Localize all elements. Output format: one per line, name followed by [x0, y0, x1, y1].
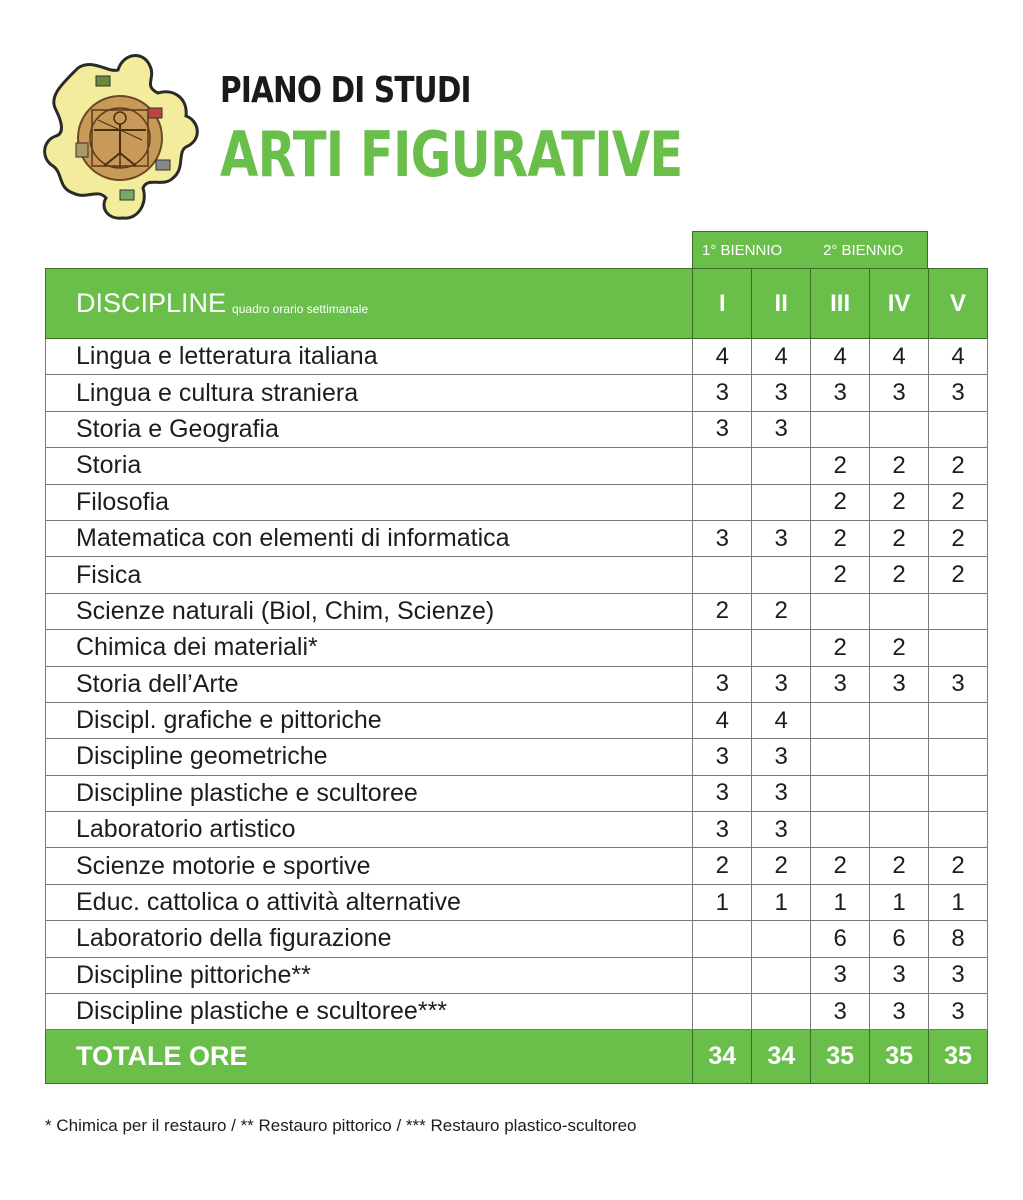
total-row	[45, 1030, 988, 1084]
total-label: TOTALE ORE	[76, 1041, 248, 1072]
hours-cell: 3	[751, 521, 810, 556]
discipline-name: Scienze motorie e sportive	[76, 851, 371, 880]
table-row	[45, 667, 988, 703]
discipline-header-sublabel: quadro orario settimanale	[232, 301, 369, 316]
discipline-name: Discipline geometriche	[76, 742, 328, 771]
table-row	[45, 848, 988, 884]
discipline-name: Laboratorio della figurazione	[76, 924, 392, 953]
table-row	[45, 630, 988, 666]
discipline-name: Discipl. grafiche e pittoriche	[76, 706, 382, 735]
hours-cell: 2	[869, 485, 928, 520]
hours-cell: 2	[869, 448, 928, 483]
hours-cell: 3	[692, 739, 751, 774]
discipline-name: Fisica	[76, 560, 142, 589]
year-header: III	[810, 269, 869, 338]
hours-cell	[751, 630, 810, 665]
hours-cell: 2	[869, 630, 928, 665]
hours-cell: 2	[810, 521, 869, 556]
hours-cell	[692, 958, 751, 993]
hours-cell	[810, 412, 869, 447]
hours-cell: 4	[928, 339, 987, 374]
discipline-name: Storia e Geografia	[76, 414, 279, 443]
hours-cell: 3	[810, 994, 869, 1029]
hours-cell: 1	[869, 885, 928, 920]
table-header-row	[45, 268, 988, 339]
hours-cell: 3	[810, 958, 869, 993]
hours-cell: 3	[692, 812, 751, 847]
hours-cell: 3	[869, 958, 928, 993]
group-label-second-biennio: 2° BIENNIO	[823, 242, 904, 259]
discipline-name: Chimica dei materiali*	[76, 633, 318, 662]
hours-cell: 4	[692, 703, 751, 738]
hours-cell: 2	[692, 594, 751, 629]
hours-cell: 4	[810, 339, 869, 374]
hours-cell	[810, 812, 869, 847]
table-row	[45, 994, 988, 1030]
hours-cell	[810, 703, 869, 738]
hours-cell: 2	[810, 448, 869, 483]
hours-cell: 2	[928, 521, 987, 556]
hours-cell	[751, 557, 810, 592]
hours-cell: 3	[869, 667, 928, 702]
hours-cell: 1	[928, 885, 987, 920]
hours-cell: 3	[751, 812, 810, 847]
hours-cell	[869, 812, 928, 847]
hours-cell: 3	[751, 375, 810, 410]
hours-cell: 2	[810, 557, 869, 592]
total-value: 34	[692, 1030, 751, 1083]
hours-cell	[810, 739, 869, 774]
hours-cell: 3	[751, 412, 810, 447]
hours-cell	[810, 776, 869, 811]
discipline-name: Lingua e letteratura italiana	[76, 342, 378, 371]
hours-cell: 1	[692, 885, 751, 920]
hours-cell	[928, 703, 987, 738]
page-title-line1: PIANO DI STUDI	[220, 70, 471, 111]
table-row	[45, 485, 988, 521]
study-plan-table	[45, 268, 988, 1084]
page-title-line2: ARTI FIGURATIVE	[220, 118, 683, 191]
hours-cell: 4	[751, 703, 810, 738]
hours-cell: 3	[928, 994, 987, 1029]
hours-cell	[692, 630, 751, 665]
discipline-name: Educ. cattolica o attività alternative	[76, 888, 461, 917]
table-row	[45, 375, 988, 411]
discipline-name: Storia	[76, 451, 142, 480]
table-row	[45, 739, 988, 775]
hours-cell	[869, 776, 928, 811]
hours-cell: 2	[692, 848, 751, 883]
hours-cell	[751, 994, 810, 1029]
hours-cell: 6	[810, 921, 869, 956]
hours-cell: 2	[751, 594, 810, 629]
table-row	[45, 885, 988, 921]
hours-cell: 2	[928, 485, 987, 520]
footnote: * Chimica per il restauro / ** Restauro pittorico / *** Restauro plastico-scultoreo	[45, 1116, 637, 1135]
table-row	[45, 412, 988, 448]
hours-cell: 3	[810, 375, 869, 410]
discipline-name: Discipline plastiche e scultoree***	[76, 997, 448, 1026]
hours-cell	[751, 958, 810, 993]
table-row	[45, 776, 988, 812]
hours-cell: 2	[810, 630, 869, 665]
hours-cell: 3	[869, 375, 928, 410]
discipline-name: Lingua e cultura straniera	[76, 378, 359, 407]
hours-cell	[692, 448, 751, 483]
hours-cell: 8	[928, 921, 987, 956]
hours-cell: 2	[810, 848, 869, 883]
table-row	[45, 921, 988, 957]
table-row	[45, 521, 988, 557]
total-value: 35	[810, 1030, 869, 1083]
hours-cell: 6	[869, 921, 928, 956]
hours-cell	[751, 921, 810, 956]
hours-cell: 3	[810, 667, 869, 702]
discipline-name: Filosofia	[76, 487, 170, 516]
hours-cell: 2	[810, 485, 869, 520]
hours-cell	[751, 448, 810, 483]
hours-cell: 3	[692, 521, 751, 556]
discipline-name: Discipline pittoriche**	[76, 960, 311, 989]
discipline-name: Discipline plastiche e scultoree	[76, 778, 418, 807]
discipline-header	[46, 269, 692, 338]
table-row	[45, 958, 988, 994]
hours-cell	[928, 630, 987, 665]
hours-cell: 2	[928, 848, 987, 883]
discipline-header-label: DISCIPLINE	[76, 288, 227, 318]
table-row	[45, 557, 988, 593]
puzzle-logo-icon	[38, 48, 203, 226]
hours-cell: 3	[692, 375, 751, 410]
hours-cell: 3	[928, 667, 987, 702]
total-value: 34	[751, 1030, 810, 1083]
hours-cell: 2	[928, 448, 987, 483]
hours-cell	[928, 776, 987, 811]
hours-cell: 4	[751, 339, 810, 374]
hours-cell: 1	[810, 885, 869, 920]
hours-cell: 3	[928, 375, 987, 410]
hours-cell: 4	[692, 339, 751, 374]
hours-cell	[869, 703, 928, 738]
hours-cell: 2	[869, 521, 928, 556]
table-row	[45, 594, 988, 630]
hours-cell	[692, 485, 751, 520]
hours-cell: 2	[869, 848, 928, 883]
total-value: 35	[869, 1030, 928, 1083]
discipline-name: Laboratorio artistico	[76, 815, 296, 844]
hours-cell: 2	[751, 848, 810, 883]
biennio-group-header	[692, 231, 928, 269]
hours-cell	[692, 921, 751, 956]
hours-cell	[692, 994, 751, 1029]
hours-cell: 3	[692, 412, 751, 447]
hours-cell: 2	[928, 557, 987, 592]
hours-cell	[928, 812, 987, 847]
hours-cell: 3	[751, 667, 810, 702]
hours-cell: 3	[751, 776, 810, 811]
discipline-name: Storia dell’Arte	[76, 669, 239, 698]
hours-cell: 4	[869, 339, 928, 374]
hours-cell: 2	[869, 557, 928, 592]
table-row	[45, 703, 988, 739]
year-header: I	[692, 269, 751, 338]
hours-cell	[869, 739, 928, 774]
discipline-name: Matematica con elementi di informatica	[76, 524, 510, 553]
hours-cell: 1	[751, 885, 810, 920]
hours-cell	[928, 594, 987, 629]
hours-cell	[928, 739, 987, 774]
table-row	[45, 339, 988, 375]
total-value: 35	[928, 1030, 987, 1083]
group-label-first-biennio: 1° BIENNIO	[702, 242, 783, 259]
hours-cell: 3	[692, 667, 751, 702]
hours-cell: 3	[869, 994, 928, 1029]
hours-cell	[869, 594, 928, 629]
hours-cell: 3	[751, 739, 810, 774]
hours-cell	[928, 412, 987, 447]
year-header: II	[751, 269, 810, 338]
year-header: V	[928, 269, 987, 338]
year-header: IV	[869, 269, 928, 338]
hours-cell: 3	[692, 776, 751, 811]
table-row	[45, 812, 988, 848]
table-row	[45, 448, 988, 484]
hours-cell	[810, 594, 869, 629]
hours-cell: 3	[928, 958, 987, 993]
discipline-name: Scienze naturali (Biol, Chim, Scienze)	[76, 596, 495, 625]
hours-cell	[751, 485, 810, 520]
hours-cell	[692, 557, 751, 592]
hours-cell	[869, 412, 928, 447]
